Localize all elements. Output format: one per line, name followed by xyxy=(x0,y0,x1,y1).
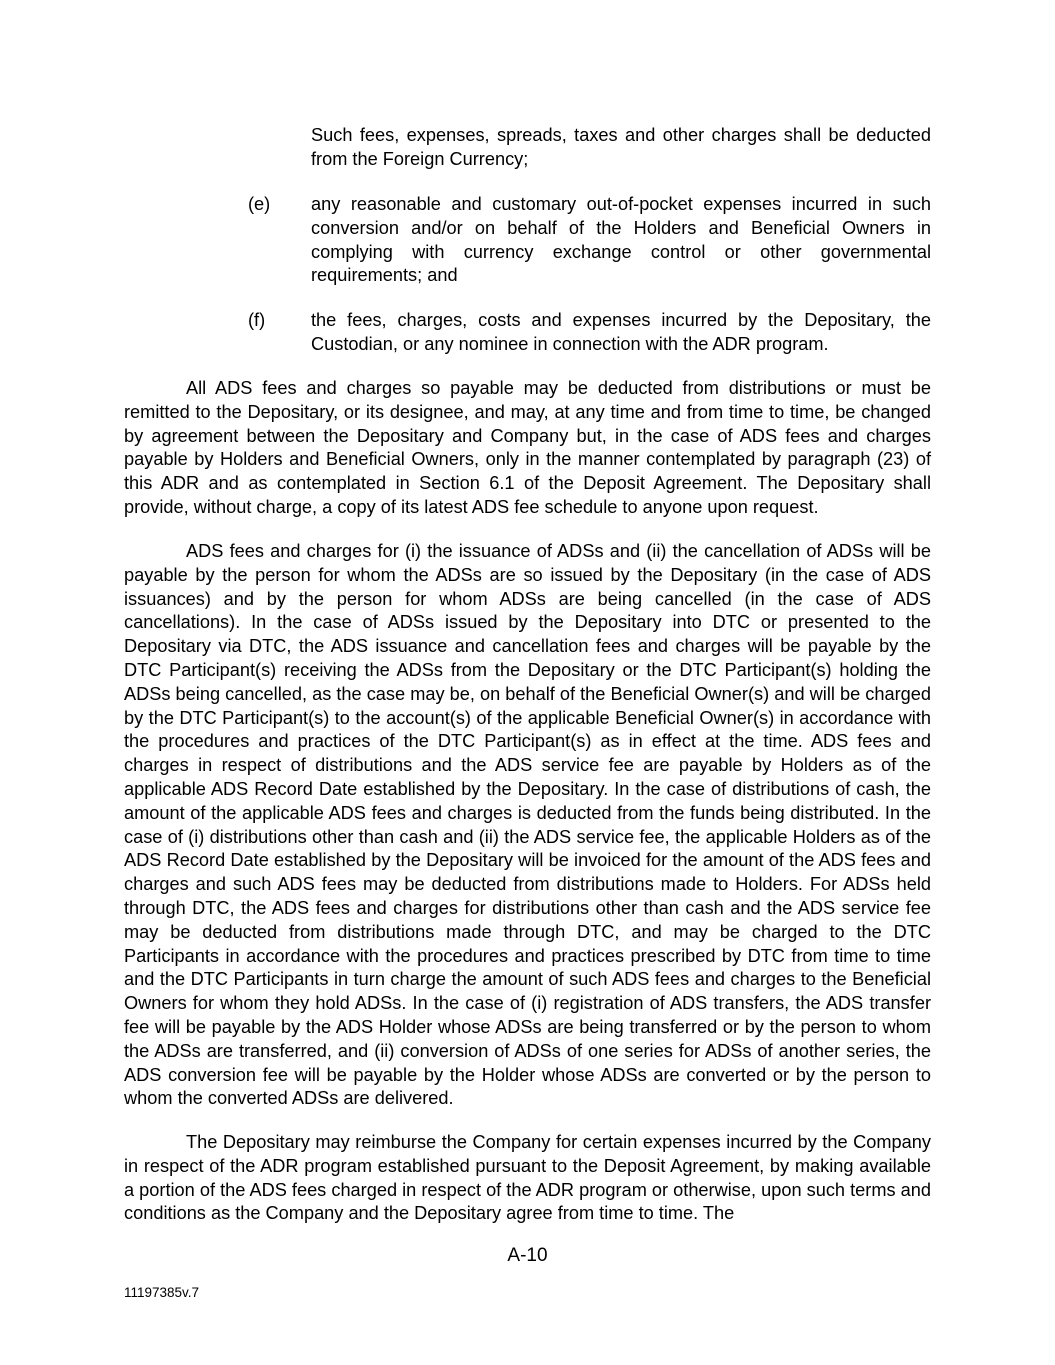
list-item-f xyxy=(248,309,931,357)
item-marker: (f) xyxy=(248,310,266,330)
list-item-e xyxy=(248,193,931,288)
paragraph-ads-fees-payable: ADS fees and charges for (i) the issuance of ADSs and (ii) the cancellation of ADSs will be payable by the person for whom the ADSs are so issued by the Depositary (in the case of ADS issuances) and by the person for whom ADSs are being cancelled (in the case of ADS cancellations). In the case of ADSs issued by the Depositary into DTC or presented to the Depositary via DTC, the ADS issuance and cancellation fees and charges will be payable by the DTC Participant(s) receiving the ADSs from the Depositary or the DTC Participant(s) holding the ADSs being cancelled, as the case may be, on behalf of the Beneficial Owner(s) and will be charged by the DTC Participant(s) to the account(s) of the applicable Beneficial Owner(s) in accordance with the procedures and practices of the DTC Participant(s) as in effect at the time. ADS fees and charges in respect of distributions and the ADS service fee are payable by Holders as of the applicable ADS Record Date established by the Depositary. In the case of distributions of cash, the amount of the applicable ADS fees and charges is deducted from the funds being distributed. In the case of (i) distributions other than cash and (ii) the ADS service fee, the applicable Holders as of the ADS Record Date established by the Depositary will be invoiced for the amount of the ADS fees and charges and such ADS fees may be deducted from distributions made to Holders. For ADSs held through DTC, the ADS fees and charges for distributions other than cash and the ADS service fee may be deducted from distributions made through DTC, and may be charged to the DTC Participants in accordance with the procedures and practices prescribed by DTC from time to time and the DTC Participants in turn charge the amount of such ADS fees and charges to the Beneficial Owners for whom they hold ADSs. In the case of (i) registration of ADS transfers, the ADS transfer fee will be payable by the ADS Holder whose ADSs are being transferred or by the person to whom the ADSs are transferred, and (ii) conversion of ADSs of one series for ADSs of another series, the ADS conversion fee will be payable by the Holder whose ADSs are converted or by the person to whom the converted ADSs are delivered. xyxy=(124,541,931,1109)
document-id: 11197385v.7 xyxy=(124,1285,200,1300)
page-number: A-10 xyxy=(507,1245,548,1266)
item-marker: (e) xyxy=(248,194,271,214)
item-text: the fees, charges, costs and expenses incurred by the Depositary, the Custodian, or any nominee in connection with the ADR program. xyxy=(311,310,931,354)
item-text: any reasonable and customary out-of-pocket expenses incurred in such conversion and/or on behalf of the Holders and Beneficial Owners in complying with currency exchange control or other governmental requirements; and xyxy=(311,194,931,286)
continuation-paragraph: Such fees, expenses, spreads, taxes and other charges shall be deducted from the Foreign Currency; xyxy=(311,125,931,169)
paragraph-depositary-reimburse: The Depositary may reimburse the Company for certain expenses incurred by the Company in respect of the ADR program established pursuant to the Deposit Agreement, by making available a portion of the ADS fees charged in respect of the ADR program or otherwise, upon such terms and conditions as the Company and the Depositary agree from time to time. The xyxy=(124,1132,931,1224)
paragraph-ads-fees-deduction: All ADS fees and charges so payable may be deducted from distributions or must be remitted to the Depositary, or its designee, and may, at any time and from time to time, be changed by agreement between the Depositary and Company but, in the case of ADS fees and charges payable by Holders and Beneficial Owners, only in the manner contemplated by paragraph (23) of this ADR and as contemplated in Section 6.1 of the Deposit Agreement. The Depositary shall provide, without charge, a copy of its latest ADS fee schedule to anyone upon request. xyxy=(124,378,931,517)
